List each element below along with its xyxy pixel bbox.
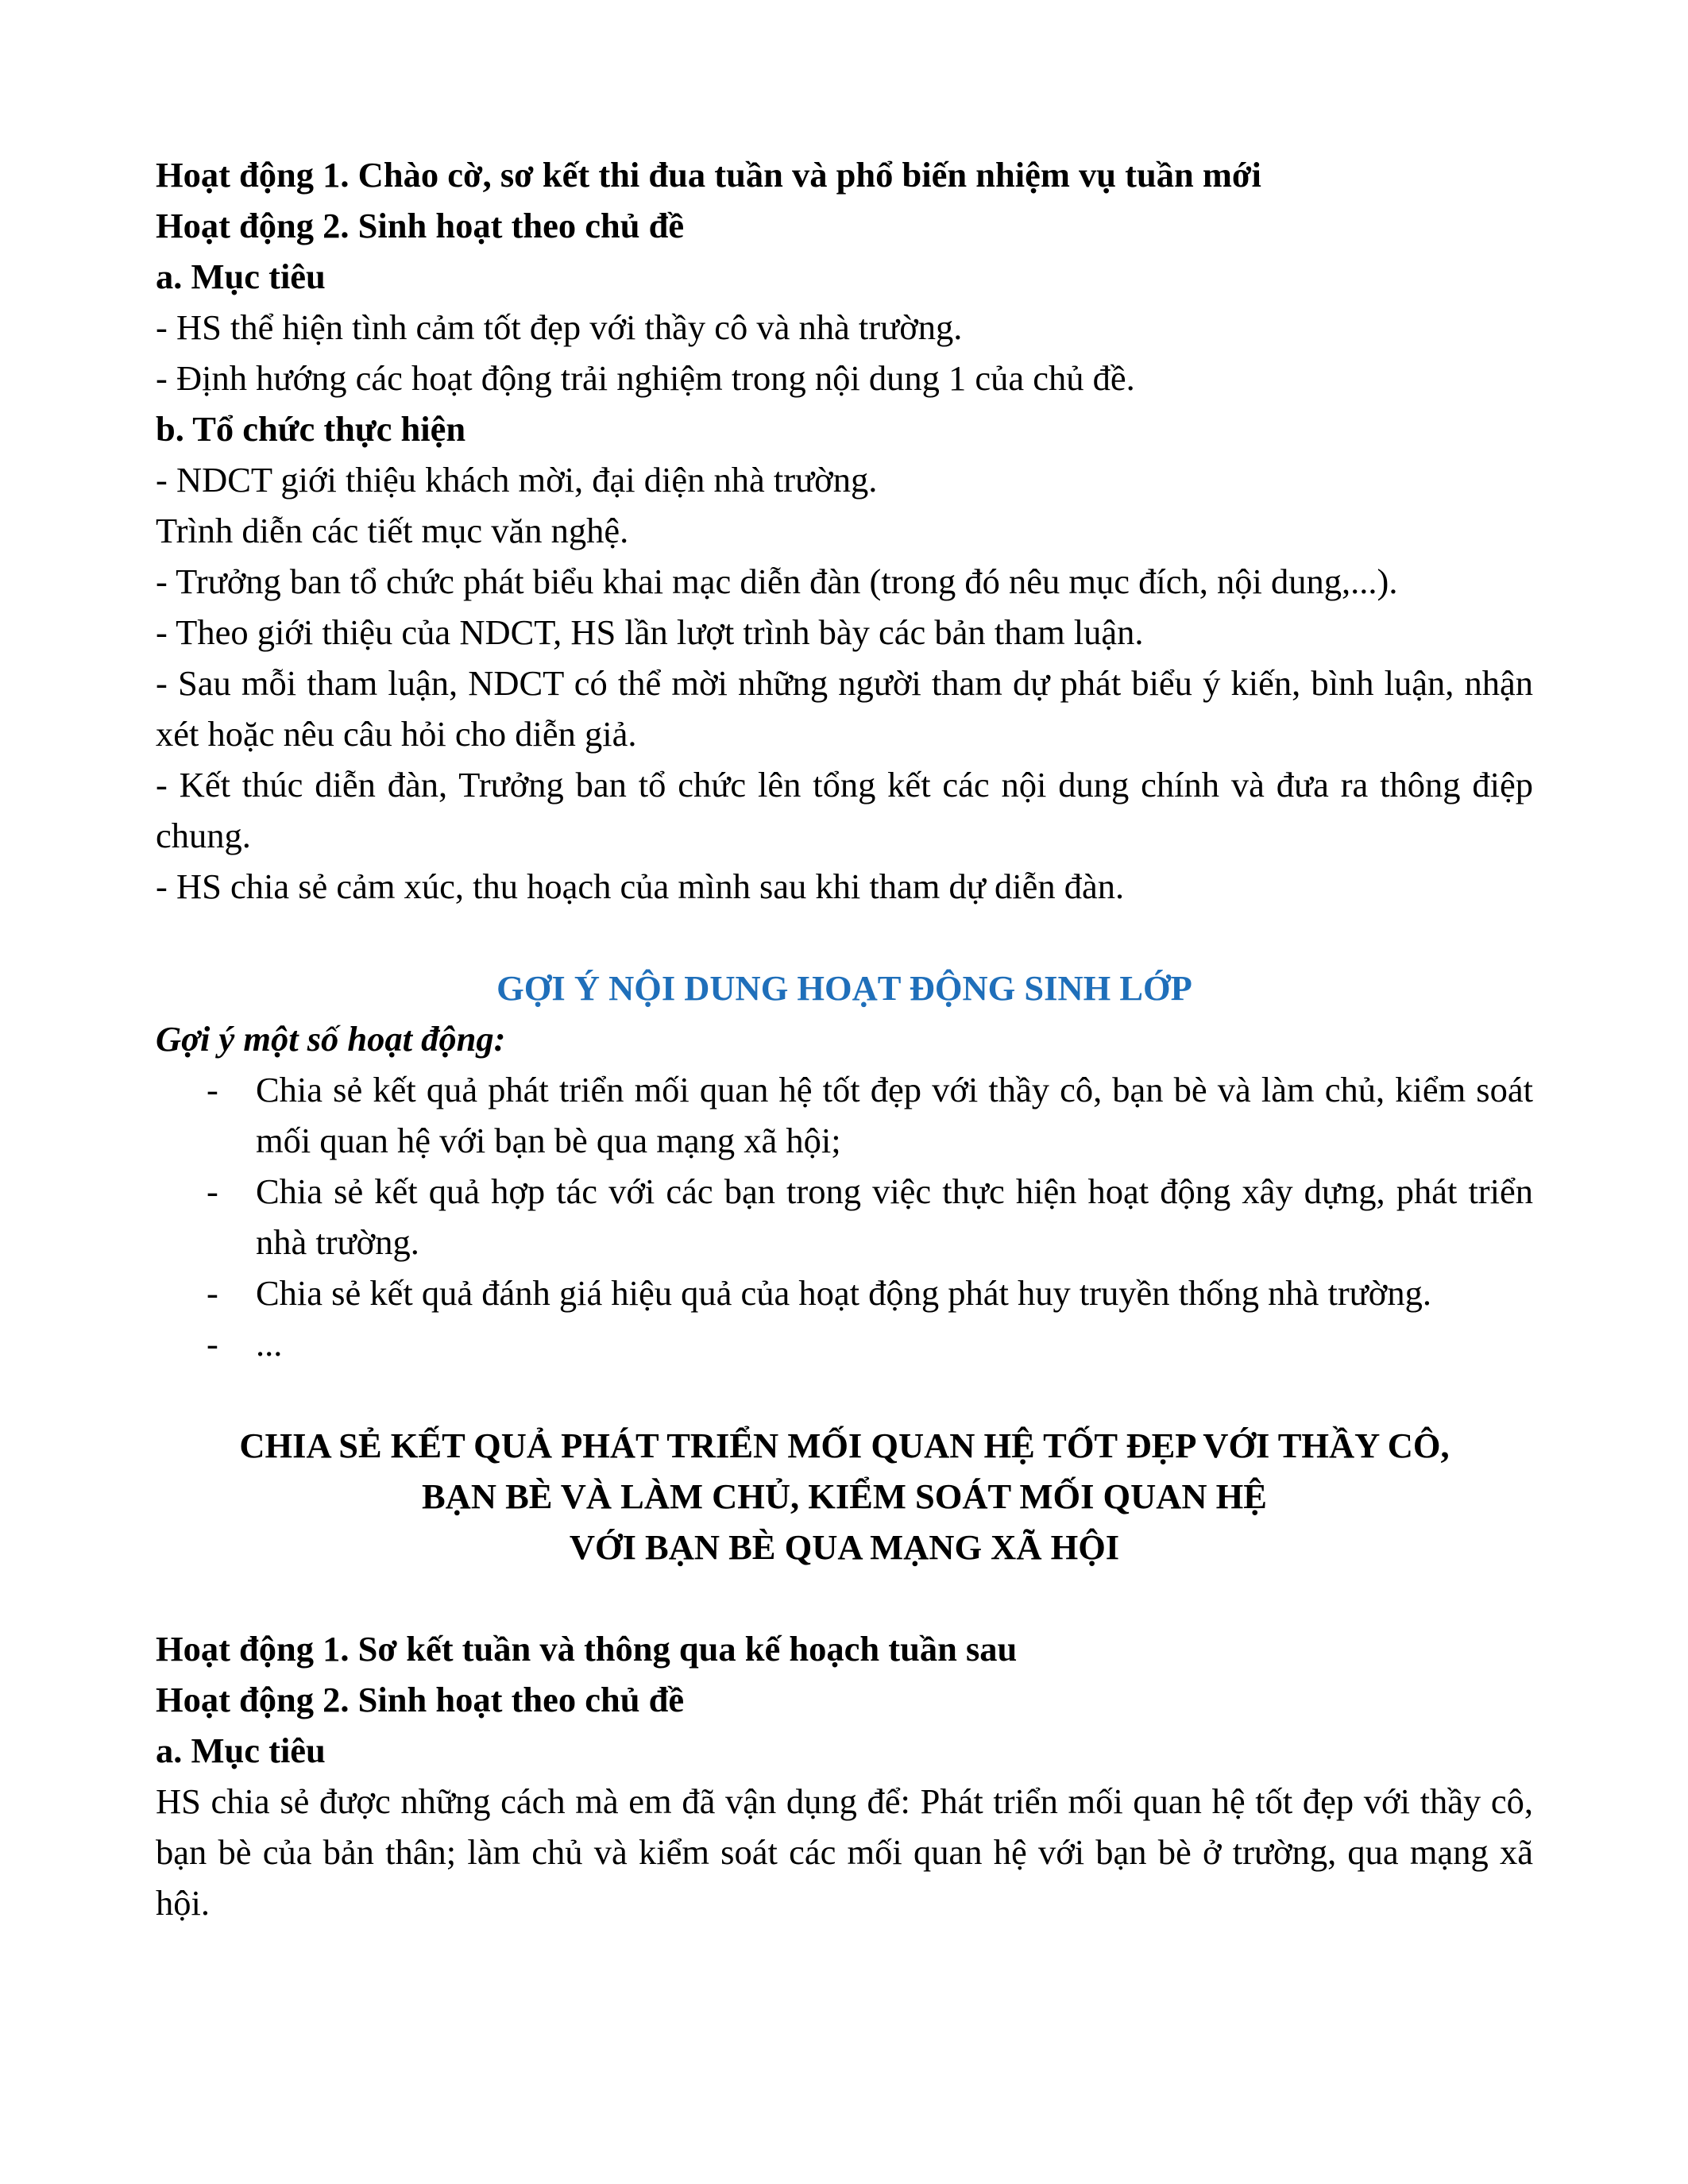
list-item (156, 1318, 1533, 1369)
implementation-item: - HS chia sẻ cảm xúc, thu hoạch của mình sau khi tham dự diễn đàn. (156, 866, 1125, 906)
implementation-item: - NDCT giới thiệu khách mời, đại diện nhà trường. (156, 460, 878, 500)
objective-heading: a. Mục tiêu (156, 1731, 326, 1770)
bullet-dash: - (207, 1070, 218, 1109)
suggestion-list (156, 1064, 1533, 1369)
objective-item: - HS thể hiện tình cảm tốt đẹp với thầy cô và nhà trường. (156, 307, 963, 347)
list-item (156, 1064, 1533, 1166)
list-item (156, 1268, 1533, 1318)
list-item-text: Chia sẻ kết quả đánh giá hiệu quả của hoạt động phát huy truyền thống nhà trường. (256, 1273, 1431, 1313)
list-item-text: Chia sẻ kết quả phát triển mối quan hệ tốt đẹp với thầy cô, bạn bè và làm chủ, kiểm soát mối quan hệ với bạn bè qua mạng xã hội; (256, 1070, 1533, 1160)
spacer (156, 1572, 1533, 1623)
activity-1-heading: Hoạt động 1. Sơ kết tuần và thông qua kế hoạch tuần sau (156, 1629, 1018, 1669)
activity-1-heading: Hoạt động 1. Chào cờ, sơ kết thi đua tuần và phổ biến nhiệm vụ tuần mới (156, 155, 1261, 195)
suggestion-section-title: GỢI Ý NỘI DUNG HOẠT ĐỘNG SINH LỚP (496, 968, 1192, 1008)
objective-item: - Định hướng các hoạt động trải nghiệm trong nội dung 1 của chủ đề. (156, 358, 1135, 398)
list-item-text: ... (256, 1324, 283, 1364)
activity-2-heading: Hoạt động 2. Sinh hoạt theo chủ đề (156, 206, 685, 245)
document-body (156, 149, 1533, 1928)
spacer (156, 1369, 1533, 1420)
bullet-dash: - (207, 1273, 218, 1313)
implementation-item: - Sau mỗi tham luận, NDCT có thể mời những người tham dự phát biểu ý kiến, bình luận, nhận xét hoặc nêu câu hỏi cho diễn giả. (156, 663, 1533, 754)
list-item (156, 1166, 1533, 1268)
implementation-item: - Kết thúc diễn đàn, Trưởng ban tổ chức lên tổng kết các nội dung chính và đưa ra thông điệp chung. (156, 765, 1533, 855)
implementation-item: - Theo giới thiệu của NDCT, HS lần lượt trình bày các bản tham luận. (156, 612, 1144, 652)
topic-title-line: CHIA SẺ KẾT QUẢ PHÁT TRIỂN MỐI QUAN HỆ TỐT ĐẸP VỚI THẦY CÔ, (239, 1426, 1450, 1465)
list-item-text: Chia sẻ kết quả hợp tác với các bạn trong việc thực hiện hoạt động xây dựng, phát triển nhà trường. (256, 1171, 1533, 1262)
objective-heading: a. Mục tiêu (156, 257, 326, 296)
bullet-dash: - (207, 1171, 218, 1211)
bullet-dash: - (207, 1324, 218, 1364)
topic-title-line: BẠN BÈ VÀ LÀM CHỦ, KIỂM SOÁT MỐI QUAN HỆ (422, 1476, 1267, 1516)
implementation-heading: b. Tổ chức thực hiện (156, 409, 466, 449)
objective-paragraph: HS chia sẻ được những cách mà em đã vận dụng để: Phát triển mối quan hệ tốt đẹp với thầy cô, bạn bè của bản thân; làm chủ và kiểm soát các mối quan hệ với bạn bè ở trường, qua mạng xã hội. (156, 1781, 1533, 1923)
suggestion-subtitle: Gợi ý một số hoạt động: (156, 1019, 506, 1059)
topic-title-line: VỚI BẠN BÈ QUA MẠNG XÃ HỘI (569, 1527, 1120, 1567)
implementation-item: - Trưởng ban tổ chức phát biểu khai mạc diễn đàn (trong đó nêu mục đích, nội dung,...). (156, 561, 1398, 601)
spacer (156, 912, 1533, 963)
activity-2-heading: Hoạt động 2. Sinh hoạt theo chủ đề (156, 1680, 685, 1719)
implementation-item: Trình diễn các tiết mục văn nghệ. (156, 511, 629, 550)
